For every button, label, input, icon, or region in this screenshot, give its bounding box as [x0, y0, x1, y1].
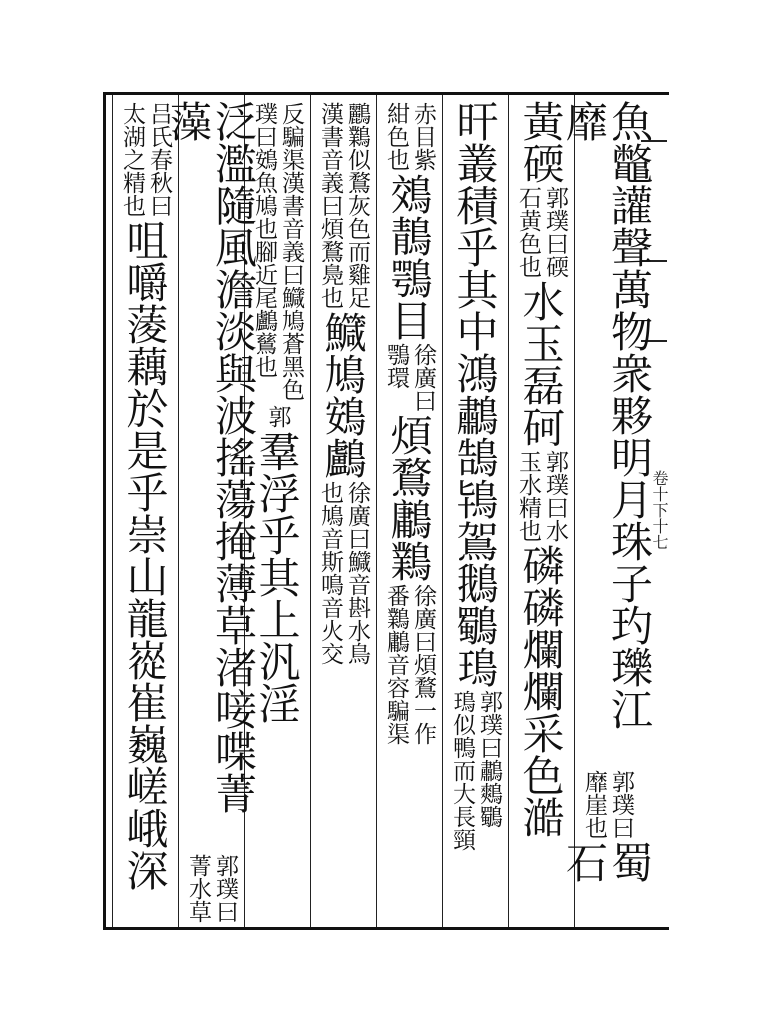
text-column: [118, 100, 172, 925]
text-column: [250, 100, 304, 925]
column-rule: [112, 95, 113, 927]
commentary-note: [383, 584, 435, 745]
note-line: 郭璞曰鷫鷞鸀: [476, 690, 502, 828]
commentary-note: [449, 690, 501, 851]
note-line: 紺色也: [383, 102, 409, 171]
text-column: [448, 100, 502, 925]
text-column: [316, 100, 370, 925]
note-line: 璞曰鴳魚鳩也腳近尾鸕鶿也: [251, 102, 277, 378]
note-line: 赤目紫: [410, 102, 436, 171]
note-line: 徐廣曰: [410, 343, 436, 412]
main-text: 水玉磊砢: [516, 280, 566, 448]
commentary-note: [119, 102, 171, 217]
note-line: 玉水精也: [515, 450, 541, 542]
commentary-note: [383, 102, 435, 171]
commentary-note: [515, 450, 567, 542]
note-line: 郭璞曰: [212, 854, 238, 923]
note-line: 石黄色也: [515, 186, 541, 278]
note-line: 靡崖也: [581, 770, 607, 840]
column-rule: [376, 95, 377, 927]
column-rule: [508, 95, 509, 927]
note-line: 鸝鸈似鶩灰色而雞足: [344, 102, 370, 309]
commentary-note: [265, 405, 290, 428]
commentary-note: [251, 102, 303, 401]
main-text: 蜀石: [560, 841, 654, 884]
note-line: 漢書音義曰煩鶩鳧也: [317, 102, 343, 309]
note-line: 徐廣曰煩鶩一作: [410, 584, 436, 745]
note-line: 鶚環: [383, 343, 409, 389]
main-text: 旰叢積乎其中鴻鷫鵠鴇鴐鵝鸀鳿: [450, 100, 500, 688]
column-rule: [442, 95, 443, 927]
note-line: 番鸈鷛音容騙渠: [383, 584, 409, 745]
note-line: 郭璞曰水: [542, 450, 568, 542]
text-column: [382, 100, 436, 925]
main-text: 鵁鶄鶚目: [384, 173, 434, 341]
column-rule: [310, 95, 311, 927]
note-line: 鳿似鴨而大長頸: [449, 690, 475, 851]
main-text: 泛濫隨風澹淡與波搖蕩掩薄草渚唼喋菁藻: [164, 100, 258, 814]
text-column: [514, 100, 568, 925]
note-line: 郭: [264, 405, 291, 428]
main-text: 煩鶩鷛鸈: [384, 414, 434, 582]
commentary-note: [581, 770, 633, 839]
commentary-note: [383, 343, 435, 412]
main-text: 咀嚼蔆藕於是乎崇山龍嵸崔巍嵯峨深: [120, 219, 170, 891]
main-text: 鱵鳩鴳鸕: [318, 311, 368, 479]
note-line: 吕氏春秋曰: [146, 102, 172, 217]
note-line: 郭璞曰碝: [542, 186, 568, 278]
commentary-note: [317, 102, 369, 309]
main-text: 羣浮乎其上汎淫: [252, 430, 302, 724]
note-line: 徐廣曰鱵音斟水鳥: [344, 481, 370, 665]
commentary-note: [515, 186, 567, 278]
note-line: 郭璞曰: [608, 770, 634, 840]
commentary-note: [317, 481, 369, 665]
note-line: 菁水草: [185, 854, 211, 923]
main-text: 黃碝: [516, 100, 566, 184]
main-text: 磷磷爛爛采色澔: [516, 544, 566, 838]
note-line: 反騙渠漢書音義曰鱵鳩蒼黑色: [278, 102, 304, 401]
note-line: 太湖之精也: [119, 102, 145, 217]
text-column: [560, 100, 654, 925]
main-text: 魚鼈讙聲萬物衆夥明月珠子玓瓅江靡: [560, 100, 654, 730]
fold-page-label: 卷十下十七: [650, 470, 669, 550]
note-line: 也鳩音斯鳴音火交: [317, 481, 343, 665]
text-column: [164, 100, 258, 925]
commentary-note: [185, 854, 237, 923]
